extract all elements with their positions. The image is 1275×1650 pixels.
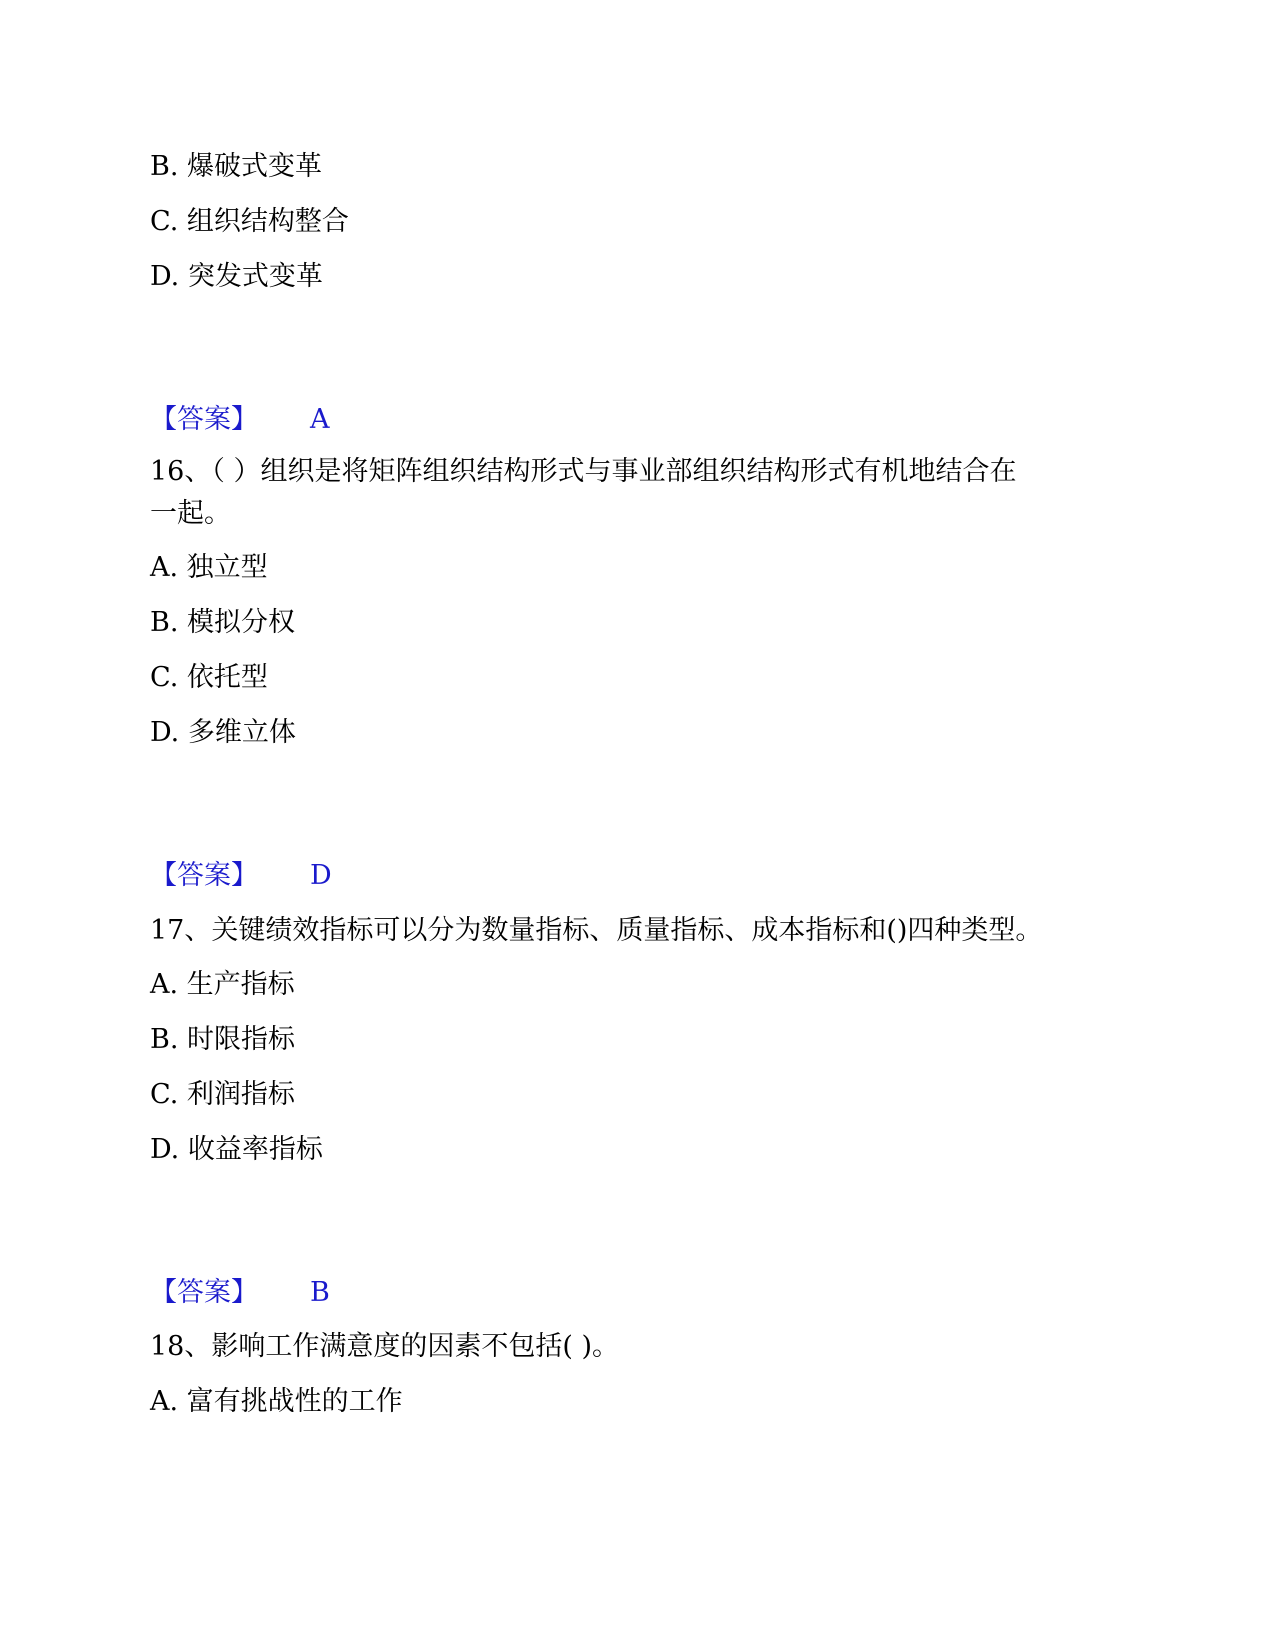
q15-option-c: C. 组织结构整合 <box>150 206 349 237</box>
q17-option-a: A. 生产指标 <box>150 969 295 1000</box>
q16-option-c: C. 依托型 <box>150 662 268 693</box>
q16-option-d: D. 多维立体 <box>150 717 296 748</box>
q18-option-a: A. 富有挑战性的工作 <box>150 1386 403 1417</box>
answer-value: A <box>310 404 330 435</box>
q17-option-d: D. 收益率指标 <box>150 1134 323 1165</box>
q16-option-a: A. 独立型 <box>150 552 268 583</box>
q18-stem: 18、影响工作满意度的因素不包括( )。 <box>150 1331 620 1362</box>
q15-answer <box>150 403 330 437</box>
q16-stem-line2: 一起。 <box>150 498 231 529</box>
q16-option-b: B. 模拟分权 <box>150 607 296 638</box>
q16-answer <box>150 859 332 893</box>
answer-value: B <box>310 1277 330 1308</box>
answer-label: 【答案】 <box>150 1277 258 1308</box>
q17-answer <box>150 1276 330 1310</box>
q15-option-b: B. 爆破式变革 <box>150 151 323 182</box>
q15-option-d: D. 突发式变革 <box>150 261 323 292</box>
q17-option-c: C. 利润指标 <box>150 1079 295 1110</box>
answer-label: 【答案】 <box>150 404 258 435</box>
answer-value: D <box>310 860 332 891</box>
q17-option-b: B. 时限指标 <box>150 1024 296 1055</box>
q16-stem-line1: 16、（ ）组织是将矩阵组织结构形式与事业部组织结构形式有机地结合在 <box>150 456 1017 487</box>
q17-stem: 17、关键绩效指标可以分为数量指标、质量指标、成本指标和()四种类型。 <box>150 915 1043 946</box>
answer-label: 【答案】 <box>150 860 258 891</box>
